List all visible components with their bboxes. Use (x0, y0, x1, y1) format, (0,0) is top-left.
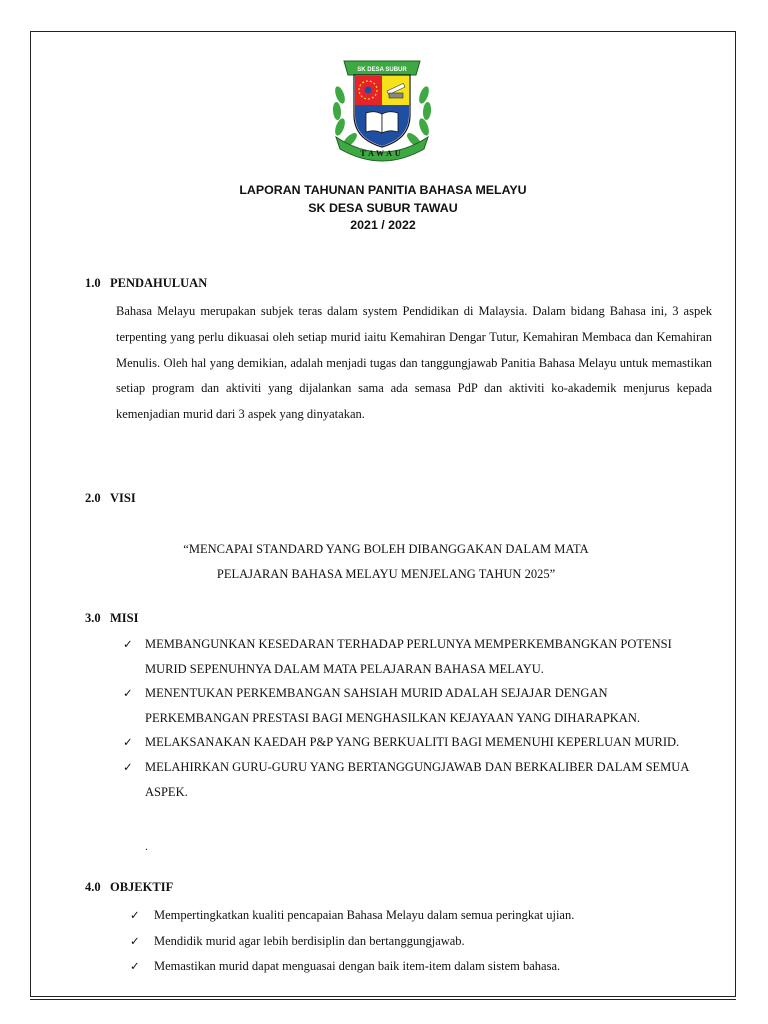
page-bottom-rule (30, 999, 736, 1000)
list-item (130, 903, 720, 929)
check-icon: ✓ (130, 959, 140, 973)
list-item (130, 954, 720, 980)
check-icon: ✓ (130, 933, 140, 948)
check-icon: ✓ (123, 686, 133, 701)
vision-line-1: “MENCAPAI STANDARD YANG BOLEH DIBANGGAKAN DALAM MATA (183, 542, 589, 556)
section-heading-misi (85, 611, 138, 626)
section-number: 3.0 (85, 611, 101, 625)
check-icon: ✓ (123, 735, 133, 750)
list-item (123, 681, 723, 730)
list-item (123, 730, 723, 755)
section-title: PENDAHULUAN (110, 276, 208, 290)
title-line-2: SK DESA SUBUR TAWAU (308, 200, 458, 215)
objektif-list (130, 903, 720, 980)
list-item-text: MENENTUKAN PERKEMBANGAN SAHSIAH MURID ADALAH SEJAJAR DENGAN PERKEMBANGAN PRESTASI BAGI MENGHASILKAN KEJAYAAN YANG DIHARAPKAN. (145, 686, 640, 725)
section-number: 1.0 (85, 276, 101, 290)
section-title: VISI (110, 491, 136, 505)
trailing-mark: . (145, 839, 148, 853)
misi-list (123, 632, 723, 804)
section-heading-visi (85, 491, 136, 506)
crest-ribbon-text: TAWAU (360, 149, 404, 158)
section-title: MISI (110, 611, 139, 625)
list-item (123, 632, 723, 681)
list-item-text: Memastikan murid dapat menguasai dengan baik item-item dalam sistem bahasa. (154, 959, 561, 973)
title-line-1: LAPORAN TAHUNAN PANITIA BAHASA MELAYU (239, 183, 527, 197)
list-item-text: Mempertingkatkan kualiti pencapaian Bahasa Melayu dalam semua peringkat ujian. (154, 908, 575, 922)
list-item-text: MELAKSANAKAN KAEDAH P&P YANG BERKUALITI BAGI MEMENUHI KEPERLUAN MURID. (145, 735, 680, 750)
vision-statement (116, 537, 656, 587)
list-item-text: Mendidik murid agar lebih berdisiplin dan bertanggungjawab. (154, 933, 465, 948)
school-crest-logo (326, 55, 438, 163)
section-number: 4.0 (85, 880, 101, 894)
check-icon: ✓ (130, 908, 140, 922)
section-number: 2.0 (85, 491, 101, 505)
check-icon: ✓ (123, 759, 133, 774)
section-heading-pendahuluan (85, 276, 207, 291)
vision-line-2: PELAJARAN BAHASA MELAYU MENJELANG TAHUN 2025” (216, 567, 556, 581)
list-item-text: MEMBANGUNKAN KESEDARAN TERHADAP PERLUNYA MEMPERKEMBANGKAN POTENSI MURID SEPENUHNYA DALAM MATA PELAJARAN BAHASA MELAYU. (145, 637, 672, 676)
section-heading-objektif (85, 880, 173, 895)
list-item-text: MELAHIRKAN GURU-GURU YANG BERTANGGUNGJAWAB DAN BERKALIBER DALAM SEMUA ASPEK. (145, 759, 689, 799)
page-border (30, 31, 736, 997)
crest-banner-text: SK DESA SUBUR (357, 67, 407, 73)
pendahuluan-paragraph: Bahasa Melayu merupakan subjek teras dalam system Pendidikan di Malaysia. Dalam bidang Bahasa ini, 3 aspek terpenting yang perlu dikuasai oleh setiap murid iaitu Kemahiran Dengar Tutur, Kemahiran Membaca dan Kemahiran Menulis. Oleh hal yang demikian, adalah menjadi tugas dan tanggungjawab Panitia Bahasa Melayu untuk memastikan setiap program dan aktiviti yang dijalankan sama ada semasa PdP dan aktiviti ko-akademik menjurus kepada kemenjadian murid dari 3 aspek yang dinyatakan. (116, 304, 712, 422)
list-item (123, 755, 723, 804)
section-title: OBJEKTIF (110, 880, 174, 894)
report-title (30, 182, 736, 235)
check-icon: ✓ (123, 637, 133, 651)
title-line-3: 2021 / 2022 (350, 218, 416, 232)
list-item (130, 929, 720, 955)
